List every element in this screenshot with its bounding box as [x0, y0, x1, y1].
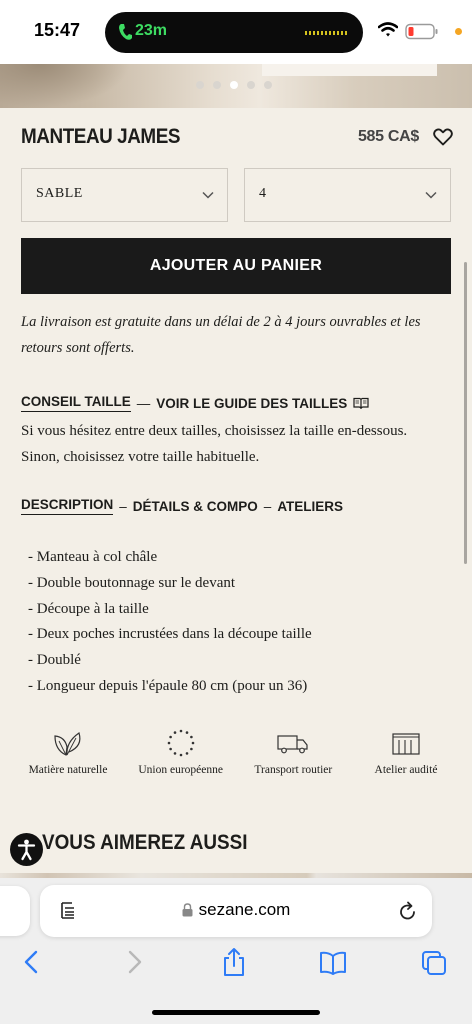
color-select-value: SABLE — [36, 186, 83, 201]
feature-natural-material — [12, 728, 124, 776]
color-select[interactable] — [21, 168, 228, 222]
battery-icon — [405, 23, 439, 40]
status-bar — [0, 0, 472, 64]
scrollbar[interactable] — [464, 262, 467, 564]
list-item: - Deux poches incrustées dans la découpe taille — [28, 626, 312, 643]
size-select-value: 4 — [259, 186, 267, 201]
list-item: - Double boutonnage sur le devant — [28, 574, 236, 591]
factory-icon — [389, 728, 423, 758]
list-item: - Longueur depuis l'épaule 80 cm (pour un 36) — [28, 677, 308, 694]
size-select[interactable] — [244, 168, 451, 222]
add-to-cart-button[interactable]: AJOUTER AU PANIER — [21, 238, 451, 294]
feature-road-transport — [237, 728, 349, 776]
feature-eu — [125, 728, 237, 776]
feature-label: Union européenne — [138, 764, 223, 776]
size-advice-text: Si vous hésitez entre deux tailles, choisissez la taille en-dessous. Sinon, choisissez votre taille habituelle. — [21, 423, 408, 465]
chevron-down-icon — [201, 188, 215, 202]
book-icon[interactable] — [353, 397, 369, 409]
tabs-icon[interactable] — [420, 947, 448, 977]
size-advice-title[interactable]: CONSEIL TAILLE — [21, 394, 131, 412]
dynamic-island[interactable] — [105, 12, 363, 53]
audio-waveform-icon — [305, 31, 347, 35]
heart-icon[interactable] — [433, 128, 453, 146]
shipping-info: La livraison est gratuite dans un délai de 2 à 4 jours ouvrables et les retours sont offerts. — [21, 314, 421, 356]
truck-icon — [276, 728, 310, 758]
wifi-icon — [378, 22, 398, 38]
description-tabs — [21, 497, 343, 515]
accessibility-icon — [10, 833, 43, 866]
feature-label: Matière naturelle — [28, 764, 108, 776]
accessibility-button[interactable] — [10, 833, 43, 866]
eu-stars-icon — [164, 728, 198, 758]
back-icon[interactable] — [18, 947, 46, 977]
tab-details[interactable]: DÉTAILS & COMPO — [132, 498, 258, 514]
product-features — [12, 728, 462, 776]
list-item: - Manteau à col châle — [28, 549, 158, 565]
size-guide-link[interactable]: VOIR LE GUIDE DES TAILLES — [156, 395, 348, 411]
reload-icon[interactable] — [398, 900, 418, 922]
bookmarks-icon[interactable] — [319, 947, 347, 977]
product-title: MANTEAU JAMES — [21, 125, 181, 148]
url-text[interactable]: sezane.com — [198, 900, 291, 919]
feature-label: Atelier audité — [374, 764, 438, 776]
list-item: - Doublé — [28, 652, 81, 669]
carousel-dot[interactable] — [247, 81, 255, 89]
forward-icon[interactable] — [120, 947, 148, 977]
privacy-indicator — [455, 28, 462, 35]
feature-audited-workshop — [350, 728, 462, 776]
list-item: - Découpe à la taille — [28, 600, 149, 617]
browser-toolbar — [0, 947, 472, 979]
lock-icon — [182, 903, 193, 917]
carousel-dot[interactable] — [213, 81, 221, 89]
carousel-dots[interactable] — [196, 81, 272, 89]
feature-label: Transport routier — [254, 764, 333, 776]
home-indicator[interactable] — [152, 1010, 320, 1015]
share-icon[interactable] — [220, 947, 248, 977]
status-time: 15:47 — [34, 20, 81, 40]
description-list — [28, 545, 312, 700]
separator: – — [263, 498, 272, 514]
tab-workshops[interactable]: ATELIERS — [277, 498, 344, 514]
recommendation-thumbnails[interactable] — [0, 873, 472, 878]
carousel-dot[interactable] — [264, 81, 272, 89]
product-header — [21, 122, 453, 154]
phone-icon — [117, 22, 133, 42]
tab-description[interactable]: DESCRIPTION — [21, 497, 113, 515]
separator: — — [136, 395, 151, 411]
separator: – — [119, 498, 127, 514]
size-advice-heading — [21, 394, 369, 412]
leaf-icon — [51, 728, 85, 758]
carousel-dot[interactable] — [196, 81, 204, 89]
product-price: 585 CA$ — [357, 128, 419, 145]
call-timer: 23m — [135, 22, 168, 39]
recommendations-title: VOUS AIMEREZ AUSSI — [42, 831, 248, 854]
chevron-down-icon — [424, 188, 438, 202]
previous-tab[interactable] — [0, 886, 30, 936]
address-bar[interactable] — [40, 885, 432, 937]
carousel-dot-active[interactable] — [230, 81, 238, 89]
